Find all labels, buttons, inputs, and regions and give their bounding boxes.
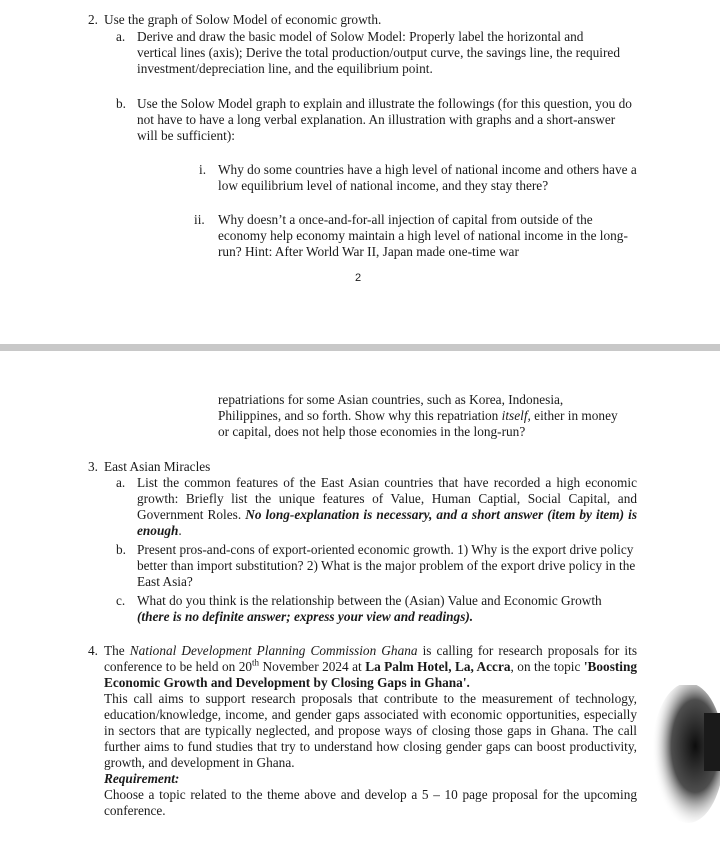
- question-2b-ii: [194, 212, 638, 260]
- question-2b: [116, 96, 636, 144]
- question-2b-i-text: Why do some countries have a high level of national income and others have a low equilibrium level of national income, and they stay there?: [218, 162, 637, 193]
- question-2b-i-label: i.: [199, 162, 207, 177]
- q4-venue: La Palm Hotel, La, Accra: [365, 659, 511, 674]
- question-3a-text: List the common features of the East Asian countries that have recorded a high economic growth: Briefly list the unique features of Value, Human Captial, Social Capital, and Government Roles.: [137, 475, 637, 522]
- question-3a-end: .: [178, 523, 182, 538]
- q4-date: November 2024 at: [259, 659, 366, 674]
- continuation-italic: itself,: [501, 408, 531, 423]
- question-2a-text: Derive and draw the basic model of Solow Model: Properly label the horizontal and vertical lines (axis); Derive the total production/output curve, the savings line, the required investment/depreciation line, and the equilibrium point.: [137, 29, 620, 76]
- question-3-title: East Asian Miracles: [104, 459, 211, 474]
- question-3c-label: c.: [116, 593, 126, 608]
- q4-date-suffix: th: [252, 657, 260, 668]
- question-3c-emphasis: (there is no definite answer; express your view and readings).: [137, 609, 474, 624]
- q4-requirement-label: Requirement:: [104, 771, 180, 786]
- q4-intro-mid: is calling for research proposals for its conference to be held on 20: [104, 643, 637, 674]
- q4-topic: 'Boosting Economic Growth and Development by Closing Gaps in Ghana'.: [104, 659, 638, 690]
- question-4: [88, 643, 637, 819]
- question-2b-ii-label: ii.: [194, 212, 205, 227]
- thumb-shadow-artifact: [640, 685, 720, 835]
- question-4-number: 4.: [88, 643, 98, 658]
- q4-requirement-text: Choose a topic related to the theme above and develop a 5 – 10 page proposal for the upcoming conference.: [104, 787, 637, 818]
- question-2-title: Use the graph of Solow Model of economic growth.: [104, 12, 382, 27]
- question-3b-text: Present pros-and-cons of export-oriented economic growth. 1) Why is the export drive policy better than import substitution? 2) What is the major problem of the export drive policy in the East Asia?: [137, 542, 636, 589]
- q4-paragraph-2: This call aims to support research proposals that contribute to the measurement of technology, education/knowledge, income, and gender gaps associated with economic opportunities, especially in sectors that are typically neglected, and propose ways of closing those gaps in Ghana. The call further aims to fund studies that try to understand how closing gender gaps can boost productivity, growth, and development in Ghana.: [104, 691, 637, 770]
- question-3c-text: What do you think is the relationship between the (Asian) Value and Economic Growth: [137, 593, 602, 608]
- question-2a: [116, 29, 626, 77]
- question-3c: [116, 593, 637, 625]
- question-2-heading: [88, 12, 648, 28]
- question-3c-body: [137, 593, 637, 625]
- q4-organization: National Development Planning Commission Ghana: [129, 643, 418, 658]
- question-2b-label: b.: [116, 96, 126, 111]
- page-2: [0, 351, 720, 850]
- question-3b: [116, 542, 637, 590]
- question-3a-body: [137, 475, 637, 539]
- continuation-text-start: repatriations for some Asian countries, such as Korea, Indonesia, Philippines, and so forth. Show why this repatriation: [218, 392, 564, 423]
- page-separator: [0, 344, 720, 351]
- q4-intro: The: [104, 643, 130, 658]
- question-3-heading: [88, 459, 648, 475]
- question-2b-ii-text: Why doesn’t a once-and-for-all injection of capital from outside of the economy help economy maintain a high level of national income in the long-run? Hint: After World War II, Japan made one-time war: [218, 212, 628, 259]
- question-3a-label: a.: [116, 475, 126, 490]
- continuation-text-end: either in money or capital, does not help those economies in the long-run?: [218, 408, 618, 439]
- question-3a-emphasis: No long-explanation is necessary, and a short answer (item by item) is enough: [137, 507, 638, 538]
- question-2a-label: a.: [116, 29, 126, 44]
- question-3b-label: b.: [116, 542, 126, 557]
- question-3a: [116, 475, 637, 539]
- question-2b-ii-continuation: [218, 392, 624, 440]
- question-2-number: 2.: [88, 12, 98, 27]
- question-2b-i: [199, 162, 637, 194]
- question-3-number: 3.: [88, 459, 98, 474]
- q4-topic-intro: , on the topic: [510, 659, 584, 674]
- question-4-body: [104, 643, 637, 819]
- page-number: 2: [355, 272, 362, 284]
- question-2b-text: Use the Solow Model graph to explain and illustrate the followings (for this question, you do not have to have a long verbal explanation. An illustration with graphs and a short-answer will be sufficient):: [137, 96, 632, 143]
- page-1: [0, 0, 720, 344]
